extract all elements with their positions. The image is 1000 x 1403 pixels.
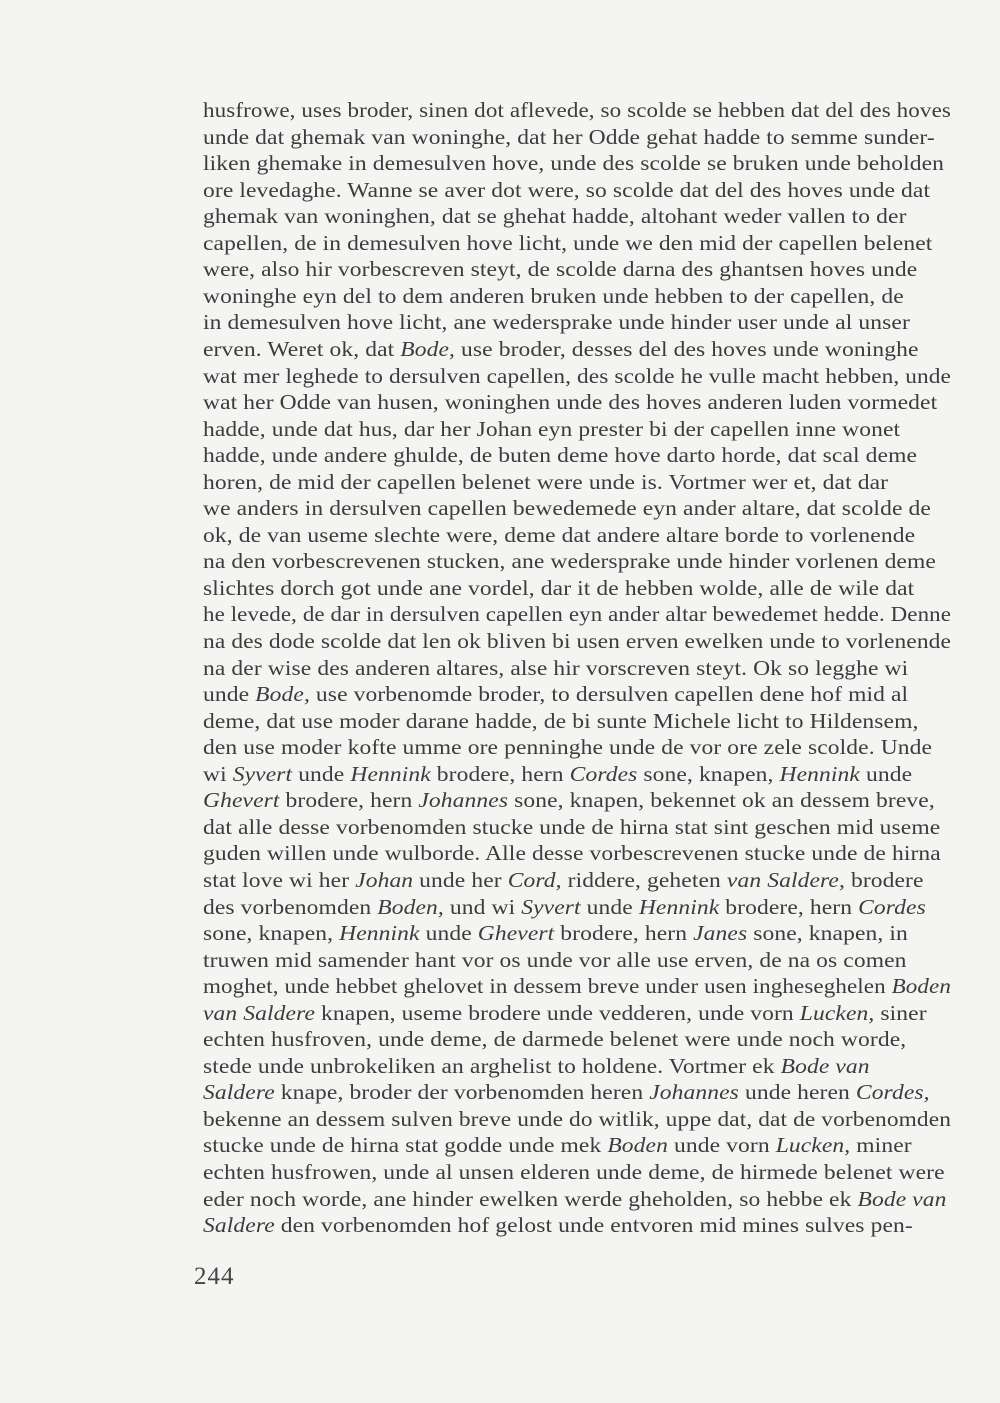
text-line	[203, 973, 951, 999]
italic-name-segment: Lucken,	[799, 1000, 875, 1025]
text-line	[203, 655, 908, 681]
text-segment: na den vorbescrevenen stucken, ane wedersprake unde hinder vorlenen deme	[203, 549, 936, 574]
text-segment: we anders in dersulven capellen bewedemede eyn ander altare, dat scolde de	[203, 496, 931, 521]
text-segment: guden willen unde wulborde. Alle desse vorbescrevenen stucke unde de hirna	[203, 841, 941, 866]
text-segment: knapen, useme brodere unde vedderen, unde vorn	[315, 1000, 800, 1025]
italic-name-segment: Boden,	[377, 894, 444, 919]
text-line	[203, 1000, 927, 1026]
text-line	[203, 1106, 951, 1132]
text-segment: wi	[203, 761, 233, 786]
text-segment: wat mer leghede to dersulven capellen, des scolde he vulle macht hebben, unde	[203, 363, 951, 388]
text-segment: dat alle desse vorbenomden stucke unde de hirna stat sint geschen mid useme	[203, 814, 941, 839]
text-line	[203, 548, 936, 574]
italic-name-segment: Cordes	[858, 894, 926, 919]
text-segment: brodere, hern	[279, 788, 419, 813]
italic-name-segment: Bode van	[780, 1053, 870, 1078]
text-line	[203, 1212, 913, 1238]
text-segment: were, also hir vorbescreven steyt, de scolde darna des ghantsen hoves unde	[203, 257, 918, 282]
text-line	[203, 1159, 945, 1185]
text-segment: eder noch worde, ane hinder ewelken werde gheholden, so hebbe ek	[203, 1186, 858, 1211]
text-segment: sone, knapen,	[637, 761, 780, 786]
text-segment: echten husfroven, unde deme, de darmede belenet were unde noch worde,	[203, 1027, 907, 1052]
text-segment: hadde, unde andere ghulde, de buten deme hove darto horde, dat scal deme	[203, 443, 918, 468]
italic-name-segment: Syvert	[232, 761, 293, 786]
text-line	[203, 124, 935, 150]
text-segment: horen, de mid der capellen belenet were unde is. Vortmer wer et, dat dar	[203, 469, 889, 494]
italic-name-segment: Syvert	[521, 894, 581, 919]
page-number: 244	[194, 1263, 235, 1290]
text-line	[203, 1186, 947, 1212]
text-line	[203, 628, 951, 654]
text-line	[203, 761, 912, 787]
text-line	[203, 681, 908, 707]
text-line	[203, 1053, 870, 1079]
text-segment: moghet, unde hebbet ghelovet in dessem breve under usen ingheseghelen	[203, 974, 892, 999]
text-line	[203, 203, 907, 229]
text-segment: na der wise des anderen altares, alse hir vorscreven steyt. Ok so legghe wi	[203, 655, 909, 680]
text-segment: ghemak van woninghen, dat se ghehat hadde, altohant weder vallen to der	[203, 204, 907, 229]
text-segment: sone, knapen,	[203, 921, 340, 946]
italic-name-segment: Lucken,	[775, 1133, 851, 1158]
italic-name-segment: Saldere	[203, 1213, 275, 1238]
text-segment: deme, dat use moder darane hadde, de bi sunte Michele licht to Hildensem,	[203, 708, 919, 733]
text-segment: use vorbenomde broder, to dersulven capellen dene hof mid al	[309, 682, 909, 707]
italic-name-segment: Hennink	[779, 761, 860, 786]
italic-name-segment: Hennink	[350, 761, 431, 786]
text-line	[203, 336, 919, 362]
text-segment: des vorbenomden	[203, 894, 378, 919]
text-line	[203, 840, 941, 866]
italic-name-segment: Janes	[693, 921, 748, 946]
italic-name-segment: Bode,	[255, 682, 310, 707]
italic-name-segment: van Saldere	[203, 1000, 316, 1025]
text-segment: unde	[580, 894, 639, 919]
italic-name-segment: Ghevert	[477, 921, 555, 946]
text-segment: husfrowe, uses broder, sinen dot aflevede, so scolde se hebben dat del des hoves	[203, 98, 951, 122]
italic-name-segment: Cordes	[569, 761, 638, 786]
text-line	[203, 601, 951, 627]
text-line	[203, 442, 917, 468]
text-segment: sone, knapen, in	[747, 921, 908, 946]
text-line	[203, 787, 935, 813]
text-segment: use broder, desses del des hoves unde woninghe	[455, 336, 919, 361]
text-segment: capellen, de in demesulven hove licht, unde we den mid der capellen belenet	[203, 230, 933, 255]
text-segment: ok, de van useme slechte were, deme dat andere altare borde to vorlenende	[203, 522, 916, 547]
text-segment: stede unde unbrokeliken an arghelist to holdene. Vortmer ek	[203, 1053, 781, 1078]
text-segment: in demesulven hove licht, ane wedersprake unde hinder user unde al unser	[203, 310, 910, 335]
text-segment: erven. Weret ok, dat	[203, 336, 401, 361]
text-line	[203, 389, 937, 415]
text-segment: bekenne an dessem sulven breve unde do witlik, uppe dat, dat de vorbenomden	[203, 1106, 952, 1131]
text-segment: sone, knapen, bekennet ok an dessem breve,	[508, 788, 935, 813]
text-line	[203, 177, 930, 203]
text-segment: riddere, geheten	[561, 867, 727, 892]
text-line	[203, 867, 924, 893]
italic-name-segment: van Saldere,	[726, 867, 845, 892]
italic-name-segment: Bode van	[857, 1186, 947, 1211]
italic-name-segment: Johannes	[649, 1080, 739, 1105]
text-segment: slichtes dorch got unde ane vordel, dar it de hebben wolde, alle de wile dat	[203, 575, 915, 600]
text-segment: wat her Odde van husen, woninghen unde des hoves anderen luden vormedet	[203, 390, 938, 415]
text-segment: truwen mid samender hant vor os unde vor alle use erven, de na os comen	[203, 947, 907, 972]
text-segment: stat love wi her	[203, 867, 356, 892]
text-line	[203, 495, 931, 521]
italic-name-segment: Boden	[891, 974, 951, 999]
text-line	[203, 416, 900, 442]
text-segment: den use moder kofte umme ore penninghe unde de vor ore zele scolde. Unde	[203, 735, 933, 760]
text-segment: brodere, hern	[719, 894, 859, 919]
text-segment: brodere	[844, 867, 924, 892]
text-line	[203, 469, 888, 495]
text-line	[203, 920, 908, 946]
text-segment: siner	[874, 1000, 927, 1025]
text-segment: brodere, hern	[554, 921, 694, 946]
text-segment: na des dode scolde dat len ok bliven bi usen erven ewelken unde to vorlenende	[203, 629, 951, 653]
text-line	[203, 814, 940, 840]
italic-name-segment: Johan	[355, 867, 414, 892]
text-segment: unde her	[413, 867, 508, 892]
text-line	[203, 708, 919, 734]
italic-name-segment: Hennink	[638, 894, 720, 919]
text-line	[203, 1079, 930, 1105]
text-segment: hadde, unde dat hus, dar her Johan eyn prester bi der capellen inne wonet	[203, 416, 901, 441]
text-line	[203, 150, 944, 176]
italic-name-segment: Cord,	[507, 867, 562, 892]
text-line	[203, 1132, 912, 1158]
italic-name-segment: Cordes,	[855, 1080, 930, 1105]
text-line	[203, 894, 926, 920]
text-segment: unde	[203, 682, 256, 707]
text-line	[203, 97, 951, 123]
text-line	[203, 947, 907, 973]
italic-name-segment: Johannes	[418, 788, 509, 813]
text-segment: brodere, hern	[430, 761, 570, 786]
text-segment: ore levedaghe. Wanne se aver dot were, so scolde dat del des hoves unde dat	[203, 177, 931, 202]
italic-name-segment: Bode,	[400, 336, 456, 361]
text-segment: unde heren	[738, 1080, 856, 1105]
italic-name-segment: Boden	[607, 1133, 668, 1158]
text-segment: he levede, de dar in dersulven capellen eyn ander altar bewedemet hedde. Denne	[203, 602, 951, 627]
text-segment: echten husfrowen, unde al unsen elderen unde deme, de hirmede belenet were	[203, 1160, 945, 1184]
italic-name-segment: Hennink	[339, 921, 420, 946]
text-line	[203, 309, 910, 335]
text-segment: den vorbenomden hof gelost unde entvoren mid mines sulves pen-	[274, 1213, 913, 1238]
text-segment: miner	[850, 1133, 912, 1158]
italic-name-segment: Saldere	[203, 1080, 275, 1105]
text-line	[203, 575, 914, 601]
text-line	[203, 363, 951, 389]
text-line	[203, 522, 915, 548]
text-segment: stucke unde de hirna stat godde unde mek	[203, 1133, 608, 1158]
text-segment: unde	[292, 761, 351, 786]
text-segment: knape, broder der vorbenomden heren	[274, 1080, 650, 1105]
text-line	[203, 230, 932, 256]
text-segment: liken ghemake in demesulven hove, unde des scolde se bruken unde beholden	[203, 151, 945, 176]
text-segment: woninghe eyn del to dem anderen bruken unde hebben to der capellen, de	[203, 283, 904, 308]
text-segment: unde	[859, 761, 913, 786]
text-line	[203, 256, 917, 282]
text-segment: und wi	[443, 894, 522, 919]
text-segment: unde vorn	[667, 1133, 776, 1158]
text-segment: unde dat ghemak van woninghe, dat her Odde gehat hadde to semme sunder-	[203, 124, 935, 149]
italic-name-segment: Ghevert	[203, 788, 280, 813]
text-segment: unde	[419, 921, 478, 946]
text-line	[203, 734, 932, 760]
text-line	[203, 1026, 906, 1052]
text-line	[203, 283, 904, 309]
